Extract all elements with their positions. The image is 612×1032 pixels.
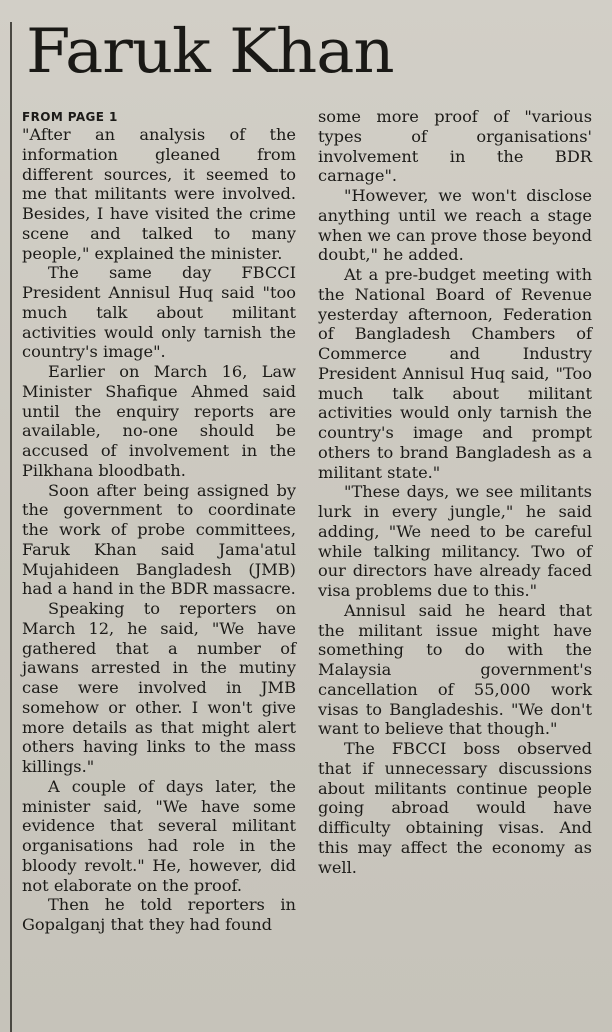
paragraph: Earlier on March 16, Law Minister Shafique Ahmed said until the enquiry reports are available, no-one should be accused of involvement in the Pilkhana bloodbath.	[22, 362, 296, 480]
column-rule	[10, 22, 12, 1032]
paragraph: "These days, we see militants lurk in every jungle," he said adding, "We need to be careful while talking militancy. Two of our directors have already faced visa problems due to this."	[318, 482, 592, 600]
paragraph: The FBCCI boss observed that if unnecessary discussions about militants continue people going abroad would have difficulty obtaining visas. And this may affect the economy as well.	[318, 739, 592, 877]
paragraph: some more proof of "various types of organisations' involvement in the BDR carnage".	[318, 107, 592, 186]
paragraph: The same day FBCCI President Annisul Huq said "too much talk about militant activities would only tarnish the country's image".	[22, 263, 296, 362]
paragraph: Then he told reporters in Gopalganj that they had found	[22, 895, 296, 934]
paragraph: At a pre-budget meeting with the National Board of Revenue yesterday afternoon, Federation of Bangladesh Chambers of Commerce and Industry President Annisul Huq said, "Too much talk about militant activities would only tarnish the country's image and prompt others to brand Bangladesh as a militant state."	[318, 265, 592, 482]
paragraph: "After an analysis of the information gleaned from different sources, it seemed to me that militants were involved. Besides, I have visited the crime scene and talked to many people," explained the minister.	[22, 125, 296, 263]
headline: Faruk Khan	[26, 16, 394, 88]
kicker: FROM PAGE 1	[22, 110, 118, 124]
paragraph: Speaking to reporters on March 12, he said, "We have gathered that a number of jawans arrested in the mutiny case were involved in JMB somehow or other. I won't give more details as that might alert others having links to the mass killings."	[22, 599, 296, 776]
paragraph: "However, we won't disclose anything until we reach a stage when we can prove those beyond doubt," he added.	[318, 186, 592, 265]
left-column	[22, 108, 296, 935]
paragraph: Soon after being assigned by the government to coordinate the work of probe committees, Faruk Khan said Jama'atul Mujahideen Bangladesh (JMB) had a hand in the BDR massacre.	[22, 480, 296, 599]
paragraph: A couple of days later, the minister said, "We have some evidence that several militant organisations had role in the bloody revolt." He, however, did not elaborate on the proof.	[22, 776, 296, 895]
right-column	[318, 107, 592, 877]
paragraph: Annisul said he heard that the militant issue might have something to do with the Malaysia government's cancellation of 55,000 work visas to Bangladeshis. "We don't want to believe that though."	[318, 600, 592, 739]
